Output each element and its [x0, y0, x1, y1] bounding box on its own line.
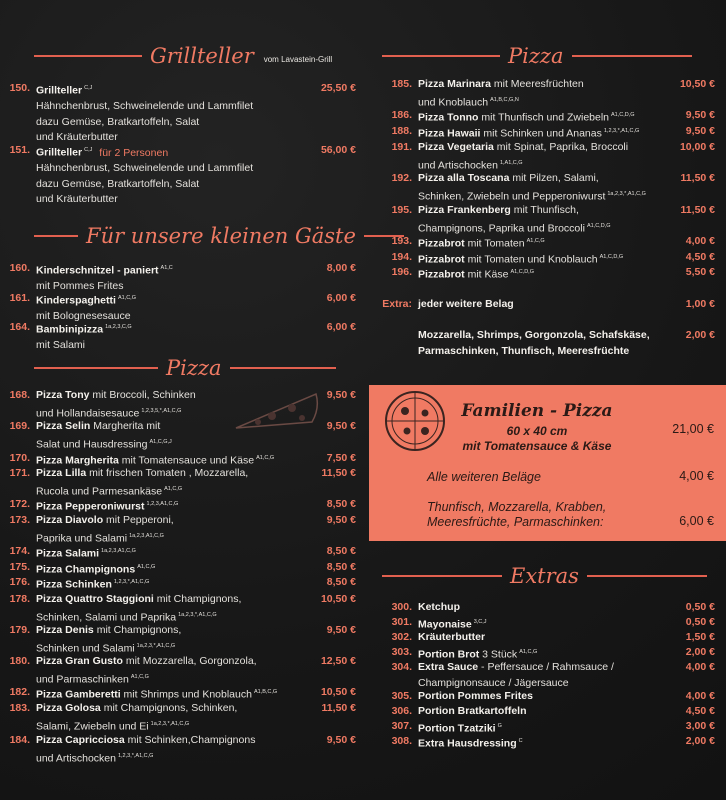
family-pizza-sauce: mit Tomatensauce & Käse: [462, 439, 612, 453]
item-price: 4,50 €: [685, 705, 715, 717]
item-number: 175.: [9, 561, 30, 573]
allergen-codes: 1a,2,3,*,A1,C,G: [607, 190, 646, 197]
item-number: 191.: [391, 141, 412, 153]
item-body: [418, 689, 655, 705]
grill-section-title: Grillteller: [150, 44, 254, 68]
item-number: 183.: [9, 702, 30, 714]
allergen-codes: 1,2,3,*,A1,C,G: [113, 579, 150, 585]
item-number: 169.: [9, 420, 30, 432]
item-name: Pizza Lilla: [36, 467, 87, 479]
item-price: 9,50 €: [326, 624, 356, 636]
item-price: 4,00 €: [685, 661, 715, 673]
item-line: [36, 592, 296, 608]
item-number: 178.: [9, 593, 30, 605]
allergen-codes: A1,C,D,G: [510, 269, 534, 275]
item-line: [36, 435, 296, 453]
item-number: 168.: [9, 389, 30, 401]
item-name: Extra Sauce: [418, 661, 479, 673]
item-description: mit Champignons,: [93, 624, 182, 636]
item-price: 4,00 €: [685, 690, 715, 702]
item-description: Champignons, Paprika und Broccoli: [418, 222, 585, 234]
item-price: 12,50 €: [320, 655, 356, 667]
item-body: [36, 388, 296, 422]
item-name: Pizza Golosa: [36, 702, 101, 714]
item-number: 192.: [391, 172, 412, 184]
item-body: [36, 291, 296, 325]
item-price: 8,00 €: [326, 262, 356, 274]
item-line: [36, 623, 296, 639]
item-description: mit Schinken und Ananas: [480, 127, 602, 140]
item-description: Hähnchenbrust, Schweinelende und Lammfilet: [36, 100, 254, 112]
item-description: mit Shrimps und Knoblauch: [120, 688, 252, 701]
item-body: [418, 660, 655, 691]
item-body: [36, 513, 296, 547]
item-description: dazu Gemüse, Bratkartoffeln, Salat: [36, 177, 200, 190]
item-name: Pizzabrot: [418, 237, 465, 250]
item-price: 8,50 €: [326, 561, 356, 573]
item-name: Pizza Champignons: [36, 563, 136, 576]
allergen-codes: 1,2,3,*,A1,C,G: [603, 128, 640, 134]
item-line: [36, 466, 296, 482]
item-line: [36, 143, 296, 161]
item-line: [418, 171, 655, 187]
item-body: [36, 261, 296, 295]
item-line: [418, 600, 655, 616]
item-body: [36, 575, 296, 593]
allergen-codes: 1,2,3,*,A1,C,G: [117, 752, 154, 759]
item-description: mit Tomaten und Knoblauch: [464, 253, 598, 266]
item-number: 150.: [9, 82, 30, 94]
item-description: und Kräuterbutter: [36, 193, 118, 205]
item-description: mit Champignons, Schinken,: [100, 702, 238, 714]
item-description: mit Tomatensauce und Käse: [118, 454, 255, 467]
allergen-codes: C,J: [84, 85, 93, 91]
item-number: 171.: [9, 467, 30, 479]
item-line: [418, 689, 655, 705]
item-description: Salat und Hausdressing: [36, 438, 148, 450]
item-price: 1,50 €: [685, 631, 715, 643]
item-number: 182.: [9, 686, 30, 698]
item-name: Pizza Quattro Staggioni: [36, 593, 154, 605]
item-name: Pizza Gamberetti: [36, 688, 121, 701]
allergen-codes: A1,C,D,G: [599, 254, 624, 260]
item-name: Ketchup: [418, 601, 460, 613]
item-description: und Artischocken: [418, 159, 498, 171]
item-name: Pizza Denis: [36, 624, 94, 636]
item-name: Bambinipizza: [36, 323, 104, 336]
item-body: [36, 320, 296, 354]
allergen-codes: 1a,2,3,C,G: [105, 324, 132, 330]
item-description: mit Thunfisch,: [510, 204, 579, 216]
family-pizza-price: 21,00 €: [672, 422, 714, 436]
item-price: 11,50 €: [321, 467, 356, 479]
item-price: 2,00 €: [685, 329, 715, 341]
item-body: [36, 81, 296, 146]
item-name: Grillteller: [36, 84, 83, 97]
item-number: 196.: [391, 266, 412, 278]
allergen-codes: 1,A1,C,G: [499, 159, 523, 166]
item-price: 25,50 €: [320, 82, 356, 94]
allergen-codes: A1,C,G: [256, 455, 275, 461]
item-description: mit Tomaten: [464, 237, 525, 250]
pizza-left-section-title: Pizza: [166, 356, 222, 380]
item-description: mit Spinat, Paprika, Broccoli: [493, 141, 629, 153]
kids-section-header: [34, 224, 404, 248]
item-name: Portion Brot: [418, 648, 480, 661]
item-line: [418, 630, 655, 646]
item-description: Salami, Zwiebeln und Ei: [36, 720, 149, 732]
item-line: [36, 654, 296, 670]
extra-text: jeder weitere Belag: [418, 298, 514, 310]
item-number: 151.: [9, 144, 30, 156]
item-description: und Artischocken: [36, 752, 116, 764]
item-price: 11,50 €: [321, 702, 356, 714]
item-number: 305.: [391, 690, 412, 702]
family-pizza-title: Familien - Pizza: [461, 401, 613, 421]
item-description: mit Salami: [36, 339, 86, 351]
item-description: Schinken und Salami: [36, 642, 135, 654]
item-body: [418, 140, 655, 174]
allergen-codes: A1,C,G: [137, 564, 156, 570]
item-line: [36, 320, 296, 338]
item-number: 302.: [391, 631, 412, 643]
item-number: 304.: [391, 661, 412, 673]
premium-text-line1: Mozzarella, Shrimps, Gorgonzola, Schafskäse,: [418, 329, 650, 341]
item-price: 0,50 €: [685, 616, 715, 628]
item-name: Pizza Hawaii: [418, 127, 481, 140]
item-body: [418, 600, 655, 616]
item-name: Grillteller: [36, 146, 83, 159]
item-name: Pizza Gran Gusto: [36, 655, 123, 667]
allergen-codes: A1,C,G: [526, 238, 545, 244]
grill-section-rule-left: [34, 55, 142, 57]
item-number: 160.: [9, 262, 30, 274]
item-number: 307.: [391, 720, 412, 732]
item-number: 179.: [9, 624, 30, 636]
item-line: [36, 717, 296, 735]
item-body: [36, 701, 296, 735]
allergen-codes: G: [497, 723, 502, 729]
allergen-codes: C: [518, 738, 523, 744]
extras-section-header: [382, 564, 707, 588]
item-number: 164.: [9, 321, 30, 333]
item-name: Pizza Margherita: [36, 454, 119, 467]
allergen-codes: A1,C: [160, 265, 173, 271]
allergen-codes: A1,C,G,J: [149, 438, 172, 445]
item-line: [36, 733, 296, 749]
item-body: [418, 203, 655, 237]
pizza-left-section-header: [34, 356, 336, 380]
item-price: 10,50 €: [320, 593, 356, 605]
family-more-toppings: Alle weiteren Beläge: [427, 470, 541, 484]
item-name: Pizza Vegetaria: [418, 141, 494, 153]
item-description: Margherita mit: [90, 420, 161, 432]
item-number: 185.: [391, 78, 412, 90]
allergen-codes: A1,C,G: [519, 649, 538, 655]
item-price: 6,00 €: [326, 291, 356, 304]
item-description: mit Broccoli, Schinken: [89, 389, 196, 401]
grill-section-header: [34, 44, 332, 68]
pizza-right-section-title: Pizza: [508, 44, 564, 68]
item-price: 8,50 €: [326, 498, 356, 510]
item-number: 303.: [391, 646, 412, 658]
allergen-codes: C,J: [84, 147, 93, 153]
allergen-codes: A1,C,D,G: [586, 222, 611, 229]
item-line: [36, 513, 296, 529]
allergen-codes: A1,B,C,G: [253, 689, 278, 695]
extras-section-rule-right: [587, 575, 707, 577]
item-description: Schinken, Salami und Paprika: [36, 611, 177, 623]
item-description: mit Pilzen, Salami,: [509, 172, 599, 184]
item-number: 193.: [391, 235, 412, 247]
item-line: [418, 77, 655, 93]
item-description: mit Pepperoni,: [103, 514, 174, 526]
item-name: Portion Pommes Frites: [418, 690, 533, 702]
item-name: Pizza Pepperoniwurst: [36, 500, 145, 513]
item-number: 301.: [391, 616, 412, 628]
item-line: [36, 749, 296, 767]
item-line: [36, 701, 296, 717]
item-price: 56,00 €: [320, 144, 356, 156]
item-price: 10,00 €: [679, 141, 715, 153]
item-description: mit Meeresfrüchten: [490, 78, 584, 90]
item-description: mit Pommes Frites: [36, 280, 124, 292]
item-number: 172.: [9, 498, 30, 510]
item-body: [36, 143, 296, 208]
item-description: Hähnchenbrust, Schweinelende und Lammfilet: [36, 162, 254, 174]
item-description: mit Thunfisch und Zwiebeln: [478, 111, 610, 124]
item-line: [418, 704, 655, 720]
item-line: [36, 291, 296, 309]
allergen-codes: A1,C,G: [164, 485, 183, 492]
premium-body: [418, 328, 678, 359]
item-body: [36, 733, 296, 767]
item-body: [36, 623, 296, 657]
item-price: 9,50 €: [326, 734, 356, 746]
item-description: mit Mozzarella, Gorgonzola,: [122, 655, 257, 667]
item-line: [36, 81, 296, 99]
item-description: dazu Gemüse, Bratkartoffeln, Salat: [36, 115, 200, 128]
item-price: 9,50 €: [685, 125, 715, 137]
item-description: - Peffersauce / Rahmsauce /: [478, 661, 614, 673]
item-number: 308.: [391, 735, 412, 747]
item-price: 10,50 €: [320, 686, 356, 698]
kids-section-title: Für unsere kleinen Gäste: [86, 224, 356, 248]
allergen-codes: A1,C,D,G: [611, 112, 635, 118]
allergen-codes: 1a,2,3,*,A1,C,G: [136, 642, 176, 649]
item-name: Pizza Schinken: [36, 578, 112, 591]
item-price: 0,50 €: [685, 601, 715, 613]
pizza-right-section-rule-right: [572, 55, 692, 57]
item-line: [36, 419, 296, 435]
item-number: 194.: [391, 251, 412, 263]
item-line: [418, 660, 655, 676]
item-line: [418, 265, 655, 283]
item-number: 306.: [391, 705, 412, 717]
item-body: [418, 704, 655, 720]
item-number: 174.: [9, 545, 30, 557]
item-name: Pizza Marinara: [418, 78, 491, 90]
extras-section-rule-left: [382, 575, 502, 577]
family-premium-price: 6,00 €: [679, 514, 714, 528]
pizza-right-section-header: [382, 44, 692, 68]
item-description: und Hollandaisesauce: [36, 407, 140, 419]
premium-text-line2: Parmaschinken, Thunfisch, Meeresfrüchte: [418, 344, 630, 357]
family-premium-line1: Thunfisch, Mozzarella, Krabben,: [427, 500, 607, 514]
item-line: [418, 734, 655, 752]
item-price: 6,00 €: [326, 321, 356, 333]
item-price: 9,50 €: [326, 389, 356, 401]
extras-section-title: Extras: [510, 564, 579, 588]
item-description: Schinken, Zwiebeln und Pepperoniwurst: [418, 190, 606, 202]
item-price: 3,00 €: [685, 720, 715, 732]
item-name: Pizza Selin: [36, 420, 91, 432]
item-body: [418, 265, 655, 283]
item-number: 188.: [391, 125, 412, 137]
item-name: Pizzabrot: [418, 253, 465, 266]
extra-body: [418, 297, 514, 313]
item-line: [36, 388, 296, 404]
item-price: 8,50 €: [326, 576, 356, 588]
item-description: Champignonsauce / Jägersauce: [418, 676, 569, 689]
item-body: [418, 630, 655, 646]
item-price: 2,00 €: [685, 646, 715, 658]
allergen-codes: 1,2,3,5,*,A1,C,G: [141, 407, 182, 414]
item-number: 184.: [9, 734, 30, 746]
item-description: mit Schinken,Champignons: [124, 734, 256, 746]
item-body: [36, 419, 296, 453]
item-name: Pizza alla Toscana: [418, 172, 510, 184]
allergen-codes: 1,2,3,A1,C,G: [146, 501, 179, 507]
item-number: 186.: [391, 109, 412, 121]
item-name: Portion Tzatziki: [418, 722, 496, 735]
item-body: [418, 734, 655, 752]
item-price: 11,50 €: [680, 172, 715, 184]
kids-section-rule-left: [34, 235, 78, 237]
item-price: 8,50 €: [326, 545, 356, 557]
item-price: 9,50 €: [326, 420, 356, 432]
allergen-codes: A1,C,G: [130, 673, 149, 680]
item-price: 7,50 €: [326, 452, 356, 464]
item-description: Rucola und Parmesankäse: [36, 485, 163, 497]
item-description: und Parmaschinken: [36, 673, 129, 685]
item-price: 1,00 €: [685, 298, 715, 310]
item-line: [36, 575, 296, 593]
item-description: mit Käse: [464, 268, 509, 281]
family-more-price: 4,00 €: [679, 469, 714, 483]
pizza-right-section-rule-left: [382, 55, 500, 57]
item-description: und Kräuterbutter: [36, 131, 118, 143]
item-name: Pizzabrot: [418, 268, 465, 281]
allergen-codes: 1a,2,3,A1,C,G: [101, 548, 136, 554]
allergen-codes: 1a,2,3,*,A1,C,G: [178, 611, 217, 618]
item-name: Kinderspaghetti: [36, 294, 116, 306]
family-premium-line2: Meeresfrüchte, Parmaschinken:: [427, 515, 604, 529]
allergen-codes: A1,B,C,G,N: [490, 96, 519, 103]
item-line: [418, 140, 655, 156]
item-number: 161.: [9, 291, 30, 304]
item-number: 180.: [9, 655, 30, 667]
item-name: Pizza Tonno: [418, 111, 479, 124]
item-number: 170.: [9, 452, 30, 464]
extra-label: Extra:: [382, 298, 412, 310]
item-description: und Knoblauch: [418, 96, 489, 108]
item-line: [418, 203, 655, 219]
item-price: 5,50 €: [685, 266, 715, 278]
item-price: 4,50 €: [685, 251, 715, 263]
item-price: 4,00 €: [685, 235, 715, 247]
grill-section-subtitle: vom Lavastein-Grill: [263, 55, 333, 64]
item-price: 2,00 €: [685, 735, 715, 747]
item-line: [418, 187, 655, 205]
allergen-codes: 1a,2,3,A1,C,G: [129, 532, 164, 539]
item-body: [418, 77, 655, 111]
item-description: 3 Stück: [479, 648, 518, 661]
item-body: [36, 654, 296, 688]
allergen-codes: 3,C,J: [473, 619, 487, 625]
family-pizza-size: 60 x 40 cm: [506, 424, 568, 438]
item-price: 11,50 €: [680, 204, 715, 216]
item-price: 9,50 €: [685, 109, 715, 121]
item-price: 10,50 €: [679, 78, 715, 90]
item-name: Pizza Capricciosa: [36, 734, 125, 746]
item-description: mit frischen Tomaten , Mozzarella,: [86, 467, 249, 479]
item-name: Kräuterbutter: [418, 631, 486, 643]
item-description: Paprika und Salami: [36, 532, 128, 544]
item-description: mit Bolognesesauce: [36, 309, 131, 322]
item-number: 195.: [391, 204, 412, 216]
item-body: [36, 592, 296, 626]
item-line: [36, 261, 296, 279]
item-name: Kinderschnitzel: [36, 264, 115, 277]
allergen-codes: A1,C,G: [117, 294, 136, 301]
item-name-suffix: - paniert: [114, 264, 159, 277]
item-body: [36, 466, 296, 500]
item-name: Pizza Salami: [36, 547, 100, 560]
pizza-left-section-rule-right: [230, 367, 336, 369]
family-pizza-panel: [369, 385, 726, 541]
item-price: 9,50 €: [326, 514, 356, 526]
item-body: [418, 171, 655, 205]
item-name: Pizza Diavolo: [36, 514, 104, 526]
pizza-left-section-rule-left: [34, 367, 158, 369]
allergen-codes: 1a,2,3,*,A1,C,G: [150, 720, 190, 727]
item-name: Pizza Frankenberg: [418, 204, 511, 216]
item-description: mit Champignons,: [153, 593, 242, 605]
item-name: Portion Bratkartoffeln: [418, 705, 527, 717]
item-number: 300.: [391, 601, 412, 613]
item-note: für 2 Personen: [96, 146, 169, 159]
item-name: Pizza Tony: [36, 389, 90, 401]
item-name: Mayonaise: [418, 618, 472, 631]
item-name: Extra Hausdressing: [418, 737, 517, 750]
item-number: 176.: [9, 576, 30, 588]
item-number: 173.: [9, 514, 30, 526]
